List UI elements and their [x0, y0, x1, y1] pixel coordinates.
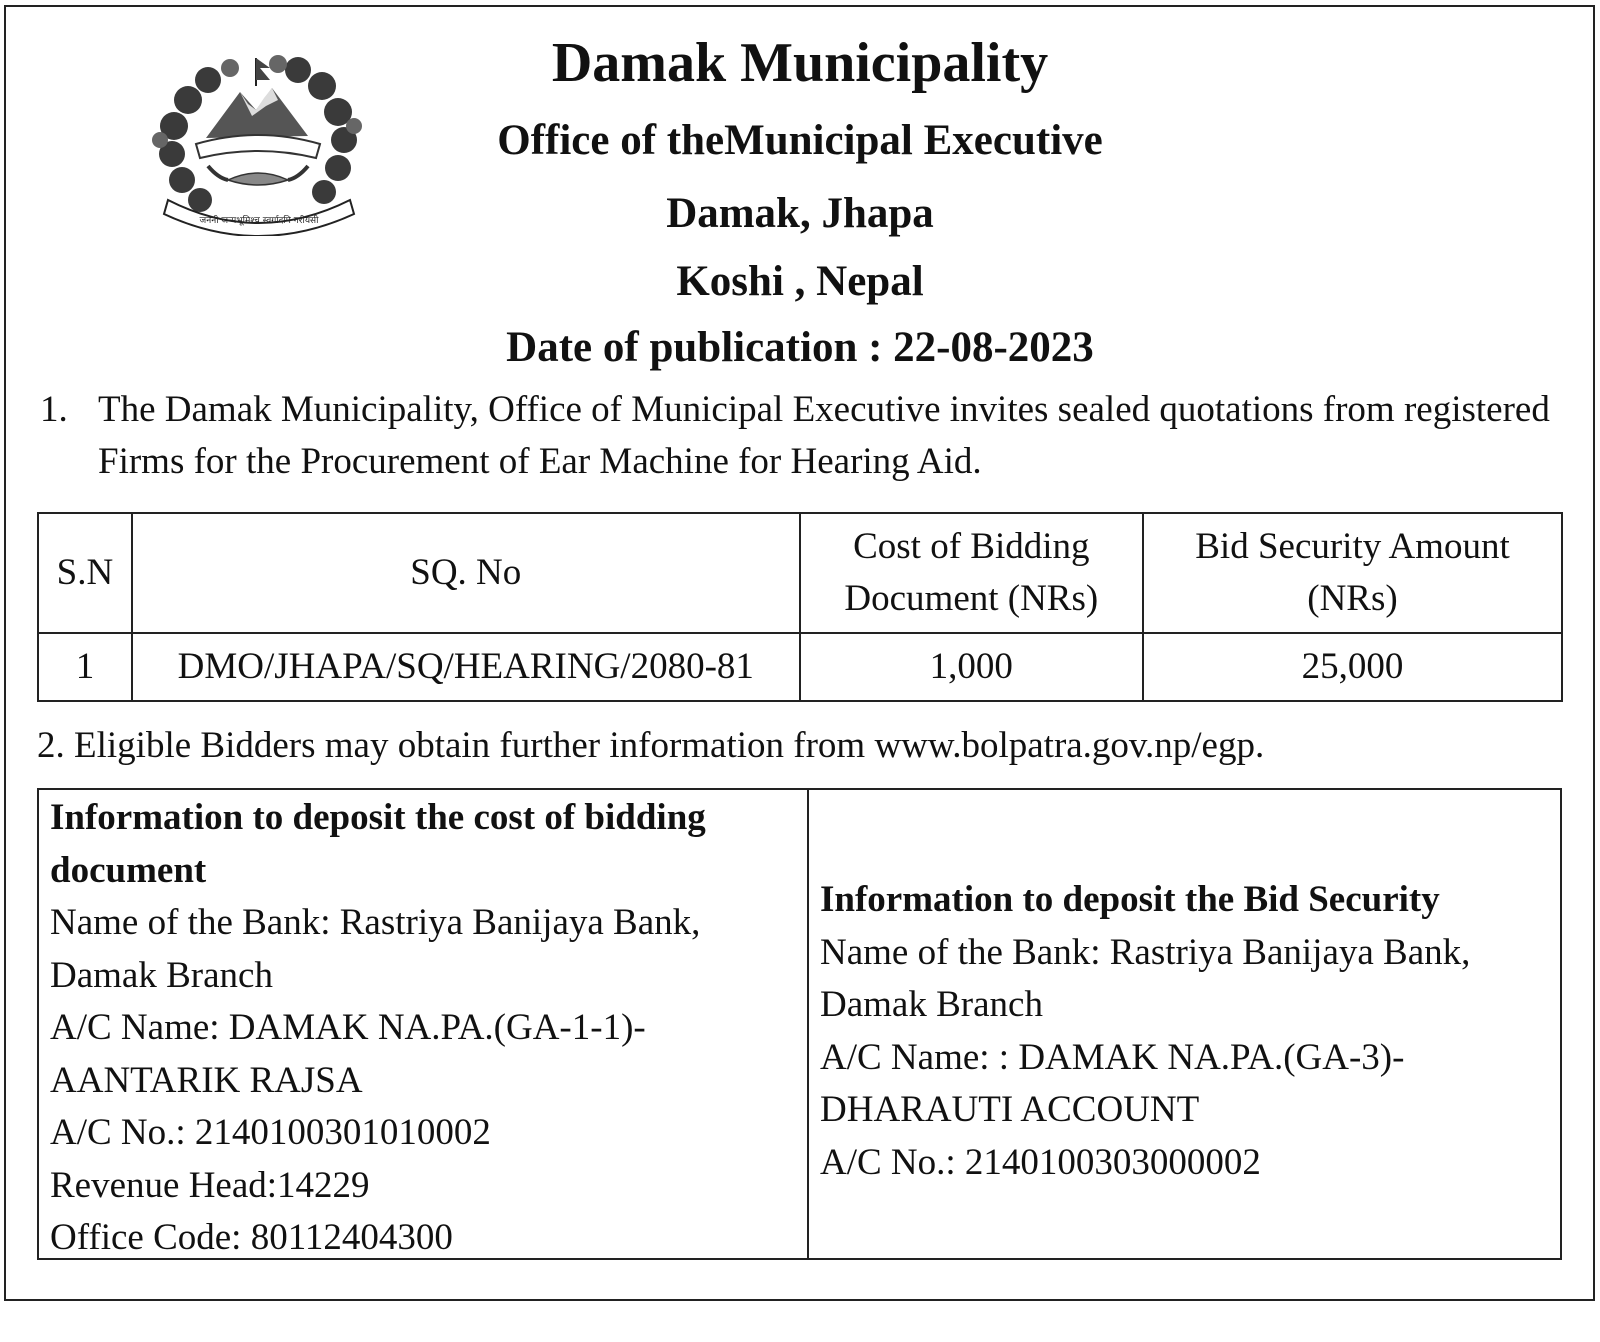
header-sq-no: SQ. No [132, 513, 800, 633]
deposit-cost-section [39, 790, 809, 1258]
location-line-2: Koshi , Nepal [676, 258, 924, 305]
header-sn: S.N [38, 513, 132, 633]
deposit-cost-title: Information to deposit the cost of bidding document [50, 797, 706, 891]
header-bid-security-amount: Bid Security Amount (NRs) [1143, 513, 1562, 633]
quotation-table [37, 512, 1563, 702]
deposit-cost-ac-name-line-1: A/C Name: DAMAK NA.PA.(GA-1-1)- [50, 1007, 646, 1048]
deposit-security-title: Information to deposit the Bid Security [820, 879, 1440, 920]
emblem-motto: जननी जन्मभूमिश्च स्वर्गादपि गरीयसी [199, 216, 319, 226]
paragraph-number: 1. [40, 389, 68, 430]
cell-sn: 1 [38, 633, 132, 701]
cell-sq-no: DMO/JHAPA/SQ/HEARING/2080-81 [132, 633, 800, 701]
cell-bid-security: 25,000 [1143, 633, 1562, 701]
deposit-cost-office-code: Office Code: 80112404300 [50, 1217, 453, 1258]
deposit-security-bank-line-2: Damak Branch [820, 984, 1043, 1025]
publication-date: Date of publication : 22-08-2023 [506, 324, 1094, 371]
cell-cost: 1,000 [800, 633, 1143, 701]
deposit-cost-bank-line-2: Damak Branch [50, 954, 273, 996]
deposit-cost-revenue-head: Revenue Head:14229 [50, 1164, 370, 1206]
deposit-security-ac-name-line-1: A/C Name: : DAMAK NA.PA.(GA-3)- [820, 1036, 1405, 1078]
deposit-security-ac-no: A/C No.: 2140100303000002 [820, 1141, 1261, 1183]
deposit-info-box [37, 788, 1562, 1260]
municipality-title: Damak Municipality [551, 32, 1049, 94]
deposit-cost-ac-name-line-2: AANTARIK RAJSA [50, 1059, 363, 1101]
deposit-security-bank-line-1: Name of the Bank: Rastriya Banijaya Bank, [820, 931, 1471, 973]
invitation-text: The Damak Municipality, Office of Municipal Executive invites sealed quotations from registered Firms for the Procurement of Ear Machine for Hearing Aid. [98, 389, 1550, 482]
eligibility-paragraph: 2. Eligible Bidders may obtain further information from www.bolpatra.gov.np/egp. [37, 725, 1265, 766]
deposit-cost-ac-no: A/C No.: 2140100301010002 [50, 1112, 491, 1153]
table-header-row [38, 513, 1562, 633]
deposit-cost-bank-line-1: Name of the Bank: Rastriya Banijaya Bank, [50, 902, 701, 943]
header-cost-of-bidding-document: Cost of Bidding Document (NRs) [800, 513, 1143, 633]
deposit-security-ac-name-line-2: DHARAUTI ACCOUNT [820, 1089, 1200, 1130]
office-title: Office of theMunicipal Executive [497, 117, 1103, 164]
location-line-1: Damak, Jhapa [666, 190, 934, 237]
deposit-security-section [809, 790, 1560, 1258]
table-row [38, 633, 1562, 701]
